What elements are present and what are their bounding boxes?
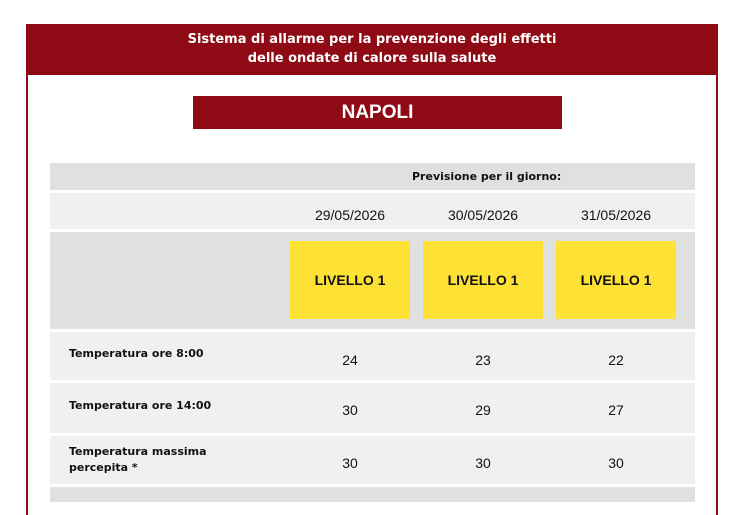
value-cell: 30: [475, 455, 491, 471]
value-cell: 30: [608, 455, 624, 471]
value-cell: 30: [342, 455, 358, 471]
table-row: [50, 332, 695, 380]
forecast-table: [50, 163, 695, 502]
row-label: Temperatura ore 8:00: [69, 347, 204, 360]
level-badge: LIVELLO 1: [290, 241, 410, 319]
value-cell: 30: [342, 402, 358, 418]
row-label: Temperatura massima percepita *: [69, 445, 207, 474]
header-title-line1: Sistema di allarme per la prevenzione degli effetti: [187, 32, 557, 47]
date-cell: 29/05/2026: [314, 207, 386, 223]
value-cell: 24: [342, 352, 358, 368]
page-header: [28, 24, 716, 75]
bulletin-frame: [26, 24, 718, 515]
row-label: Temperatura ore 14:00: [69, 399, 212, 412]
value-cell: 27: [608, 402, 624, 418]
value-cell: 29: [475, 402, 491, 418]
table-footer: [50, 487, 695, 502]
value-cell: 22: [608, 352, 624, 368]
dates-row: [50, 193, 695, 229]
city-title: NAPOLI: [193, 96, 562, 129]
header-title-line2: delle ondate di calore sulla salute: [247, 51, 497, 66]
date-cell: 31/05/2026: [580, 207, 652, 223]
table-row: [50, 383, 695, 433]
table-row: [50, 436, 695, 484]
level-badge: LIVELLO 1: [423, 241, 543, 319]
forecast-label: Previsione per il giorno:: [412, 170, 562, 183]
level-badge: LIVELLO 1: [556, 241, 676, 319]
date-cell: 30/05/2026: [447, 207, 519, 223]
levels-row: [50, 232, 695, 329]
value-cell: 23: [475, 352, 491, 368]
forecast-header-row: [50, 163, 695, 190]
